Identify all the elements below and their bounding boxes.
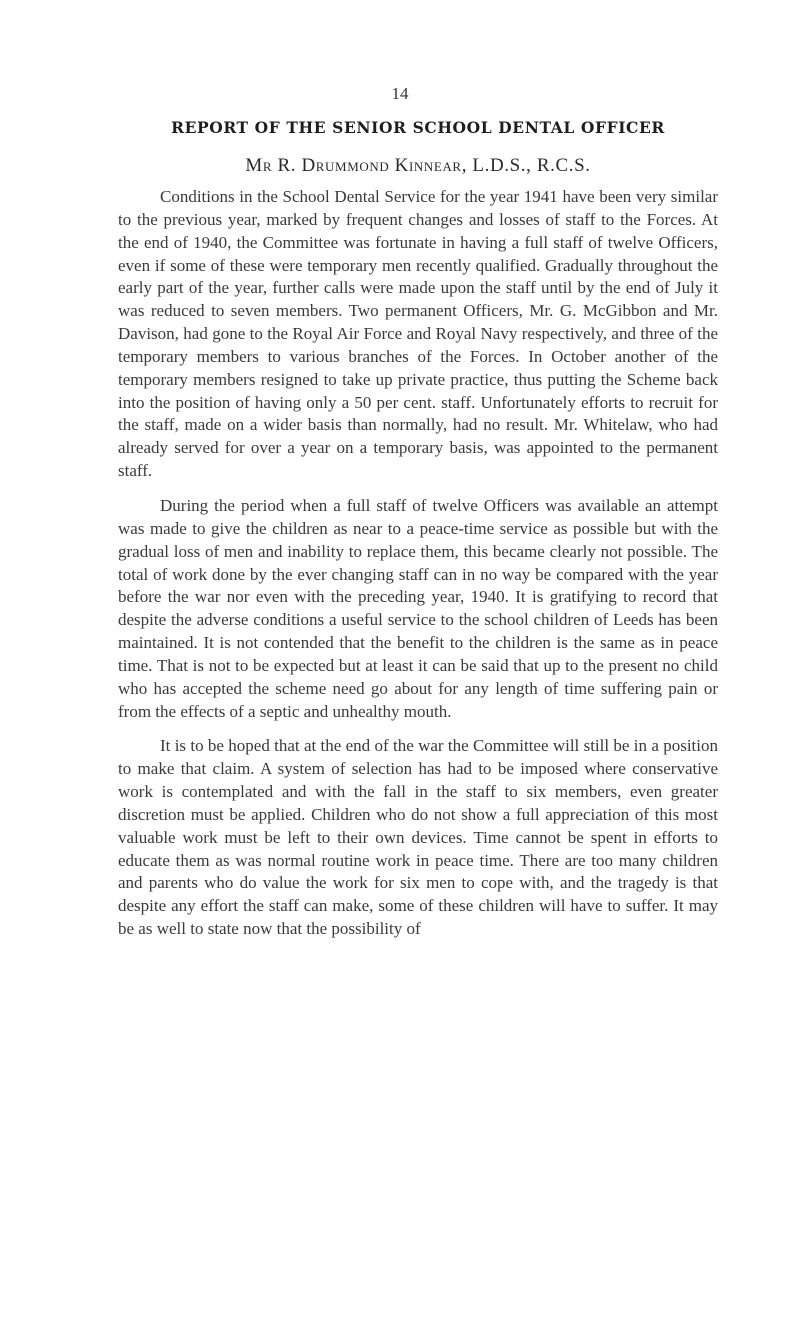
paragraph: Conditions in the School Dental Service for the year 1941 have been very similar to the previous year, marked by frequent changes and losses of staff to the Forces. At the end of 1940, the Committee was fortunate in having a full staff of twelve Officers, even if some of these were temporary men recently qualified. Gradually throughout the early part of the year, further calls were made upon the staff until by the end of July it was reduced to seven members. Two permanent Officers, Mr. G. McGibbon and Mr. Davison, had gone to the Royal Air Force and Royal Navy respectively, and three of the temporary members to various branches of the Forces. In October another of the temporary members resigned to take up private practice, thus putting the Scheme back into the position of having only a 50 per cent. staff. Unfortunately efforts to recruit for the staff, made on a wider basis than normally, had no result. Mr. Whitelaw, who had already served for over a year on a temporary basis, was appointed to the permanent staff. [118,187,718,481]
page-number: 14 [391,84,409,103]
author-line: Mr R. Drummond Kinnear, L.D.S., R.C.S. [245,155,591,176]
paragraph: During the period when a full staff of twelve Officers was available an attempt was made to give the children as near to a peace-time service as possible but with the gradual loss of men and inability to replace them, this became clearly not possible. The total of work done by the ever changing staff can in no way be compared with the year before the war nor even with the preceding year, 1940. It is gratifying to record that despite the adverse conditions a useful service to the school children of Leeds has been maintained. It is not contended that the benefit to the children is the same as in peace time. That is not to be expected but at least it can be said that up to the present no child who has accepted the scheme need go about for any length of time suffering pain or from the effects of a septic and unhealthy mouth. [118,495,718,721]
paragraph: It is to be hoped that at the end of the war the Committee will still be in a position to make that claim. A system of selection has had to be imposed where conservative work is contemplated and with the fall in the staff to six members, even greater discretion must be applied. Children who do not show a full appreciation of this most valuable work must be left to their own devices. Time cannot be spent in efforts to educate them as was normal routine work in peace time. There are too many children and parents who do value the work for six men to cope with, and the tragedy is that despite any effort the staff can make, some of these children will have to suffer. It may be as well to state now that the possibility of [118,736,718,939]
report-title: REPORT OF THE SENIOR SCHOOL DENTAL OFFICER [171,118,665,137]
body-text [118,186,718,941]
